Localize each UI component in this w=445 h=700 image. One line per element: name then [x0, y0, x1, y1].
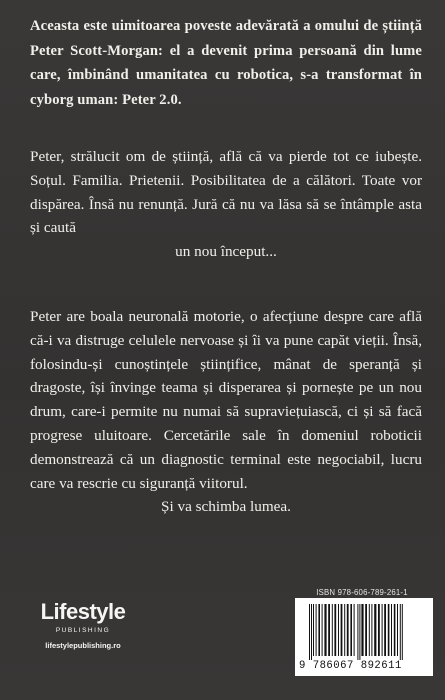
barcode-bar — [388, 604, 390, 656]
barcode-bar — [402, 604, 403, 660]
paragraph-1-ending: un nou început... — [175, 243, 277, 261]
barcode-bar — [359, 604, 360, 660]
barcode-bar — [384, 604, 386, 656]
barcode-bar — [374, 604, 376, 656]
isbn-label: ISBN 978-606-789-261-1 — [316, 588, 408, 597]
publisher-logo — [28, 600, 138, 650]
barcode-bar — [350, 604, 352, 656]
barcode-bar — [334, 604, 336, 656]
barcode-bar — [354, 604, 355, 656]
barcode-bar — [347, 604, 349, 656]
barcode-bar — [378, 604, 380, 656]
paragraph-1 — [30, 145, 422, 264]
barcode-bar — [324, 604, 326, 656]
barcode-bar — [369, 604, 370, 656]
barcode-bar — [394, 604, 396, 656]
barcode-bar — [309, 604, 310, 660]
barcode-bar — [332, 604, 333, 656]
paragraph-2-text: Peter are boala neuronală motorie, o afecțiune despre care află că-i va distruge celulele nervoase și îi va pune capăt vieții. Însă, folosindu-și cunoștințele științifice, mânat de speranță și dragoste, își învinge teama și disperarea și pornește pe un nou drum, care-i permite nu numai să supraviețuiască, ci și să facă progrese uluitoare. Cercetările sale în domeniul roboticii demonstrează că un diagnostic terminal este negociabil, lucru care va rescrie cu siguranță viitorul. — [30, 308, 422, 492]
barcode-bars — [307, 604, 423, 660]
barcode-bar — [365, 604, 367, 656]
barcode-bar — [338, 604, 339, 656]
publisher-url: lifestylepublishing.ro — [45, 641, 121, 650]
barcode-bar — [382, 604, 383, 656]
barcode-bar — [322, 604, 323, 656]
barcode-bar — [318, 604, 320, 656]
paragraph-2 — [30, 305, 422, 519]
barcode-digits: 9 786067 892611 — [299, 660, 402, 672]
barcode-bar — [313, 604, 314, 656]
barcode — [295, 598, 433, 676]
publisher-brand: Lifestyle — [40, 599, 126, 624]
barcode-bar — [397, 604, 398, 656]
barcode-bar — [311, 604, 312, 660]
closing-line: Și va schimba lumea. — [161, 498, 291, 516]
barcode-bar — [371, 604, 372, 656]
barcode-bar — [328, 604, 330, 656]
barcode-bar — [400, 604, 401, 660]
lead-paragraph: Aceasta este uimitoarea poveste adevărată a omului de știință Peter Scott-Morgan: el a devenit prima persoană din lume care, îmbinând umanitatea cu robotica, s-a transformat în cyborg uman: Peter 2.0. — [30, 18, 422, 108]
barcode-bar — [316, 604, 317, 656]
paragraph-1-text: Peter, strălucit om de știință, află că va pierde tot ce iubește. Soțul. Familia. Prietenii. Posibilitatea de a călători. Toate vor dispărea. Însă nu renunță. Jură că nu va lăsa să se întâmple asta și caută — [30, 148, 422, 237]
barcode-bar — [341, 604, 343, 656]
publisher-subtitle: PUBLISHING — [55, 627, 111, 634]
barcode-bar — [344, 604, 345, 656]
barcode-bar — [361, 604, 363, 656]
barcode-bar — [391, 604, 392, 656]
barcode-bar — [357, 604, 358, 660]
